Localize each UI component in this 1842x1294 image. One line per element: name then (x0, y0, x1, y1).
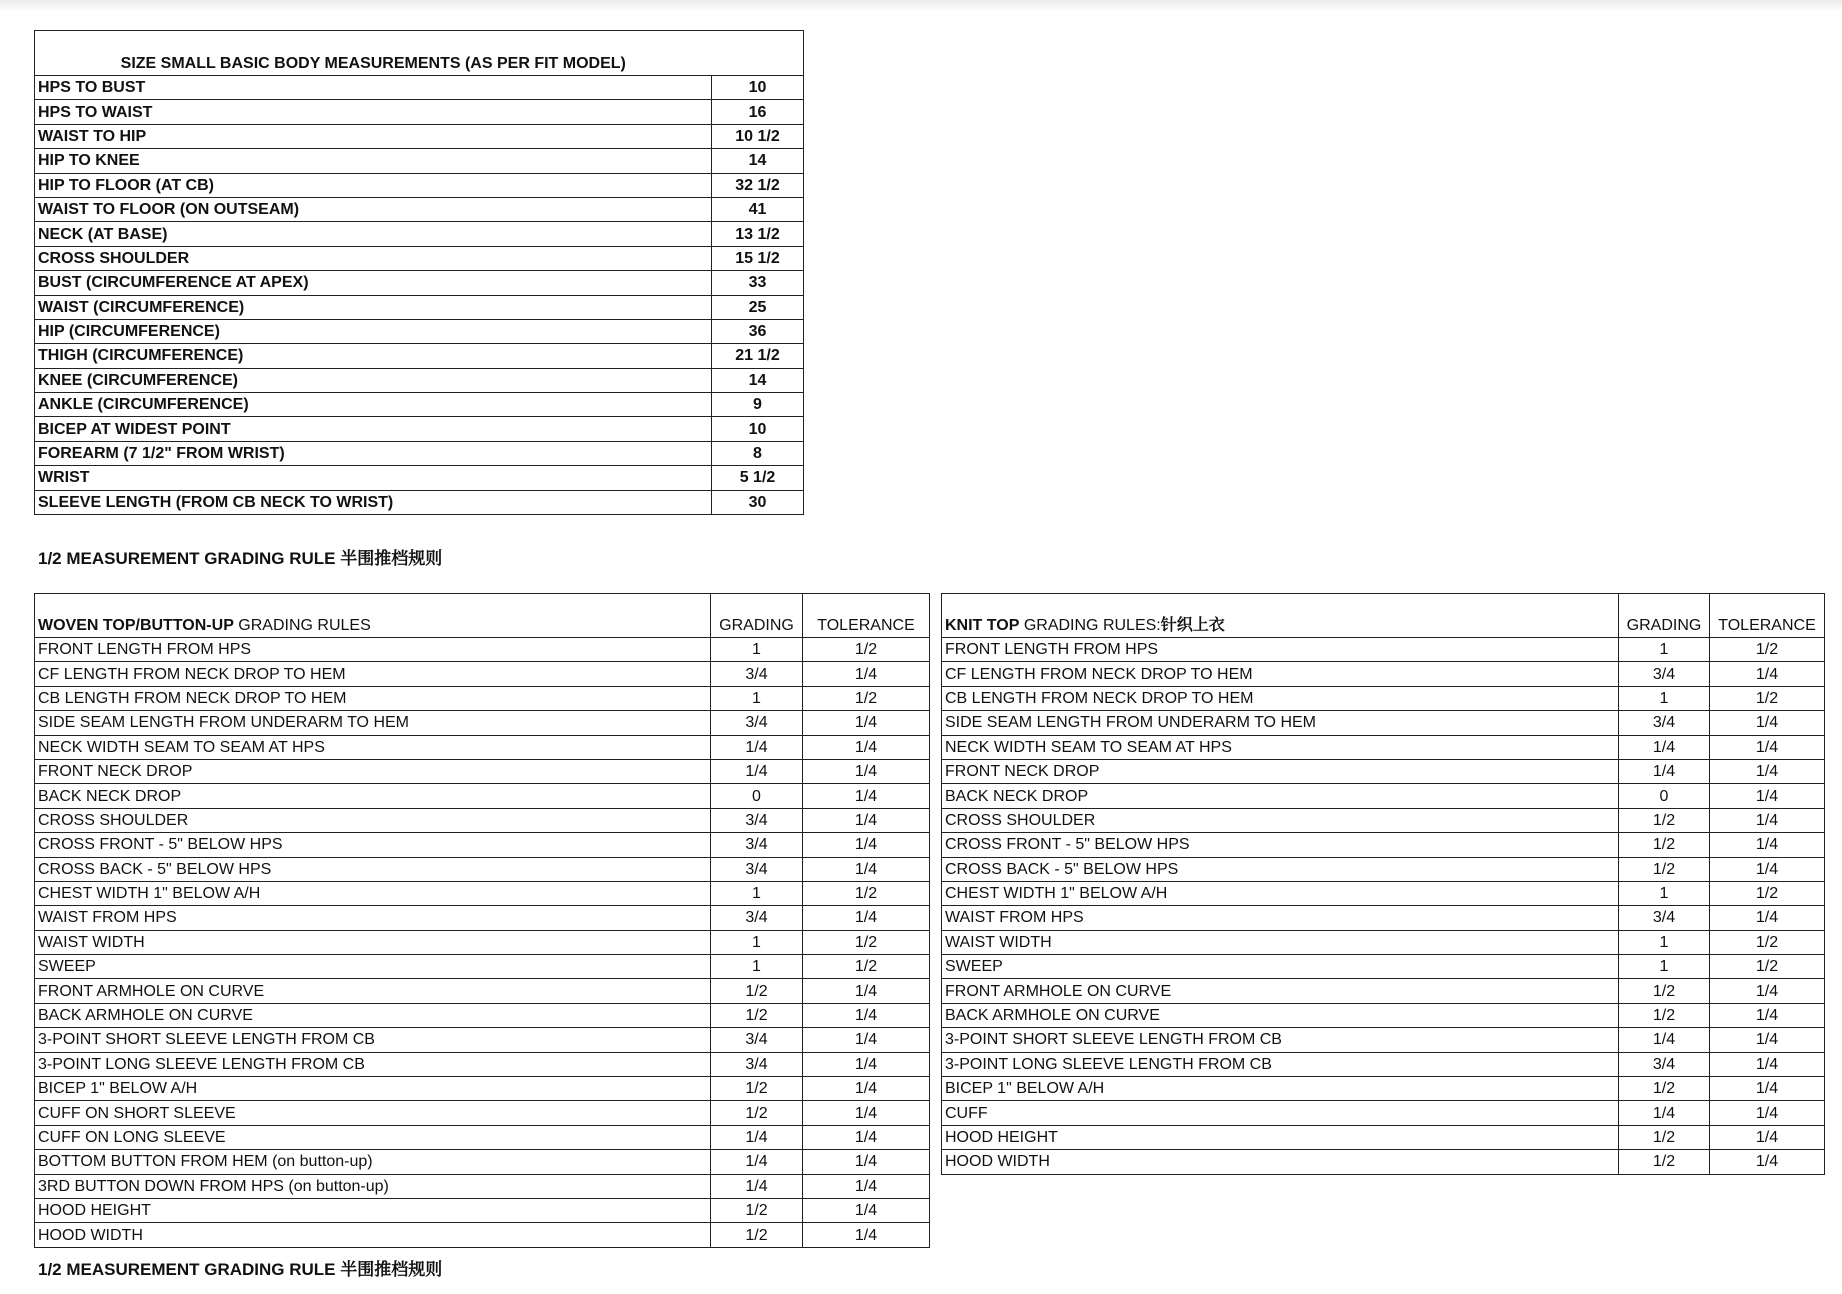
tolerance-value: 1/2 (803, 638, 930, 662)
tolerance-value: 1/4 (803, 1077, 930, 1101)
table-row (942, 662, 1825, 686)
table-row (942, 686, 1825, 710)
grading-point-label: CROSS FRONT - 5" BELOW HPS (942, 833, 1619, 857)
table-row (942, 711, 1825, 735)
grading-point-label: CF LENGTH FROM NECK DROP TO HEM (35, 662, 711, 686)
grading-point-label: CF LENGTH FROM NECK DROP TO HEM (942, 662, 1619, 686)
grading-point-label: WAIST WIDTH (942, 930, 1619, 954)
grading-point-label: CHEST WIDTH 1" BELOW A/H (942, 881, 1619, 905)
table-row (35, 271, 804, 295)
grading-point-label: BICEP 1" BELOW A/H (35, 1077, 711, 1101)
grading-point-label: BACK NECK DROP (942, 784, 1619, 808)
grading-point-label: SWEEP (942, 955, 1619, 979)
table-row (35, 295, 804, 319)
grading-rule-label-top: 1/2 MEASUREMENT GRADING RULE 半围推档规则 (38, 549, 443, 568)
measurement-label: ANKLE (CIRCUMFERENCE) (35, 393, 712, 417)
tolerance-value: 1/4 (803, 1003, 930, 1027)
knit-title-bold: KNIT TOP (945, 617, 1020, 634)
measurement-label: SLEEVE LENGTH (FROM CB NECK TO WRIST) (35, 490, 712, 514)
grading-value: 1 (1619, 930, 1710, 954)
tolerance-value: 1/2 (1710, 955, 1825, 979)
measurement-value: 9 (712, 393, 804, 417)
woven-tolerance-header: TOLERANCE (803, 594, 930, 638)
tolerance-value: 1/4 (803, 1223, 930, 1247)
measurement-label: HIP TO KNEE (35, 149, 712, 173)
grading-value: 0 (1619, 784, 1710, 808)
grading-point-label: FRONT NECK DROP (942, 759, 1619, 783)
tolerance-value: 1/4 (803, 857, 930, 881)
table-row (35, 222, 804, 246)
body-measurements-title-spacer (712, 31, 804, 76)
measurement-value: 10 (712, 417, 804, 441)
grading-value: 1/2 (1619, 1077, 1710, 1101)
grading-point-label: BACK NECK DROP (35, 784, 711, 808)
grading-point-label: FRONT ARMHOLE ON CURVE (35, 979, 711, 1003)
tolerance-value: 1/4 (1710, 735, 1825, 759)
grading-value: 1 (711, 686, 803, 710)
table-row (35, 466, 804, 490)
grading-value: 3/4 (1619, 1052, 1710, 1076)
grading-point-label: HOOD HEIGHT (35, 1198, 711, 1222)
table-row (35, 417, 804, 441)
table-row (35, 149, 804, 173)
grading-point-label: HOOD WIDTH (35, 1223, 711, 1247)
grading-value: 3/4 (711, 1028, 803, 1052)
woven-title-bold: WOVEN TOP/BUTTON-UP (38, 617, 234, 634)
measurement-value: 8 (712, 441, 804, 465)
knit-tolerance-header: TOLERANCE (1710, 594, 1825, 638)
measurement-value: 14 (712, 368, 804, 392)
grading-value: 1/2 (1619, 1150, 1710, 1174)
table-row (942, 759, 1825, 783)
table-row (35, 1125, 930, 1149)
grading-value: 1/2 (1619, 833, 1710, 857)
grading-point-label: FRONT ARMHOLE ON CURVE (942, 979, 1619, 1003)
table-row (35, 246, 804, 270)
table-row (35, 1028, 930, 1052)
grading-point-label: SWEEP (35, 955, 711, 979)
tolerance-value: 1/4 (803, 735, 930, 759)
woven-grading-header: GRADING (711, 594, 803, 638)
tolerance-value: 1/4 (803, 662, 930, 686)
table-row (35, 319, 804, 343)
table-row (35, 1150, 930, 1174)
window-top-shadow (0, 0, 1842, 12)
grading-value: 1 (1619, 686, 1710, 710)
tolerance-value: 1/4 (1710, 662, 1825, 686)
grading-point-label: CB LENGTH FROM NECK DROP TO HEM (35, 686, 711, 710)
grading-value: 1/2 (711, 1003, 803, 1027)
grading-value: 3/4 (711, 808, 803, 832)
grading-point-label: CROSS BACK - 5" BELOW HPS (35, 857, 711, 881)
tolerance-value: 1/4 (1710, 1028, 1825, 1052)
grading-value: 1/2 (711, 1077, 803, 1101)
grading-value: 1/4 (711, 735, 803, 759)
woven-title (35, 594, 711, 638)
tolerance-value: 1/4 (1710, 906, 1825, 930)
grading-point-label: HOOD WIDTH (942, 1150, 1619, 1174)
woven-header-row (35, 594, 930, 638)
measurement-label: NECK (AT BASE) (35, 222, 712, 246)
tolerance-value: 1/4 (803, 808, 930, 832)
tolerance-value: 1/4 (1710, 1052, 1825, 1076)
grading-value: 1/2 (711, 1223, 803, 1247)
grading-value: 1 (711, 638, 803, 662)
grading-value: 0 (711, 784, 803, 808)
tolerance-value: 1/4 (1710, 857, 1825, 881)
tolerance-value: 1/4 (803, 1052, 930, 1076)
measurement-value: 10 (712, 76, 804, 100)
grading-rule-label-bottom: 1/2 MEASUREMENT GRADING RULE 半围推档规则 (38, 1260, 443, 1279)
table-row (35, 735, 930, 759)
table-row (942, 979, 1825, 1003)
grading-value: 1/2 (1619, 1125, 1710, 1149)
table-row (35, 979, 930, 1003)
grading-value: 1/4 (1619, 1028, 1710, 1052)
table-row (35, 1003, 930, 1027)
tolerance-value: 1/4 (803, 784, 930, 808)
knit-title-rest: GRADING RULES: (1019, 617, 1161, 634)
tolerance-value: 1/4 (1710, 1077, 1825, 1101)
grading-point-label: CROSS SHOULDER (35, 808, 711, 832)
measurement-value: 30 (712, 490, 804, 514)
measurement-label: WAIST TO FLOOR (ON OUTSEAM) (35, 197, 712, 221)
grading-value: 3/4 (711, 1052, 803, 1076)
grading-value: 1/2 (1619, 979, 1710, 1003)
grading-value: 3/4 (1619, 906, 1710, 930)
table-row (942, 930, 1825, 954)
grading-value: 1 (711, 881, 803, 905)
table-row (35, 1052, 930, 1076)
tolerance-value: 1/2 (803, 881, 930, 905)
table-row (942, 1052, 1825, 1076)
grading-point-label: 3-POINT LONG SLEEVE LENGTH FROM CB (35, 1052, 711, 1076)
tolerance-value: 1/2 (803, 955, 930, 979)
table-row (35, 1077, 930, 1101)
grading-point-label: FRONT LENGTH FROM HPS (35, 638, 711, 662)
grading-point-label: 3-POINT SHORT SLEEVE LENGTH FROM CB (942, 1028, 1619, 1052)
table-row (942, 1003, 1825, 1027)
table-row (35, 784, 930, 808)
body-measurements-title-row (35, 31, 804, 76)
grading-value: 1 (1619, 955, 1710, 979)
table-row (35, 662, 930, 686)
knit-header-row (942, 594, 1825, 638)
grading-value: 3/4 (711, 833, 803, 857)
table-row (35, 930, 930, 954)
tolerance-value: 1/4 (1710, 1150, 1825, 1174)
grading-point-label: BOTTOM BUTTON FROM HEM (on button-up) (35, 1150, 711, 1174)
tolerance-value: 1/4 (1710, 1101, 1825, 1125)
table-row (942, 1125, 1825, 1149)
grading-point-label: WAIST WIDTH (35, 930, 711, 954)
table-row (35, 881, 930, 905)
grading-value: 3/4 (711, 711, 803, 735)
table-row (35, 711, 930, 735)
measurement-value: 15 1/2 (712, 246, 804, 270)
measurement-value: 25 (712, 295, 804, 319)
measurement-value: 21 1/2 (712, 344, 804, 368)
grading-value: 1/2 (711, 979, 803, 1003)
table-row (35, 1174, 930, 1198)
table-row (35, 955, 930, 979)
grading-value: 1/4 (1619, 735, 1710, 759)
tolerance-value: 1/4 (803, 1125, 930, 1149)
table-row (35, 833, 930, 857)
table-row (35, 1198, 930, 1222)
grading-point-label: FRONT NECK DROP (35, 759, 711, 783)
tolerance-value: 1/4 (803, 711, 930, 735)
tolerance-value: 1/4 (1710, 808, 1825, 832)
table-row (942, 735, 1825, 759)
body-measurements-table (34, 30, 804, 515)
grading-value: 1 (711, 955, 803, 979)
table-row (35, 686, 930, 710)
tolerance-value: 1/4 (803, 1198, 930, 1222)
measurement-value: 33 (712, 271, 804, 295)
grading-point-label: CUFF ON LONG SLEEVE (35, 1125, 711, 1149)
measurement-value: 13 1/2 (712, 222, 804, 246)
tolerance-value: 1/4 (803, 1174, 930, 1198)
measurement-label: BUST (CIRCUMFERENCE AT APEX) (35, 271, 712, 295)
measurement-label: HIP (CIRCUMFERENCE) (35, 319, 712, 343)
grading-value: 1/4 (1619, 1101, 1710, 1125)
knit-grading-table (941, 593, 1825, 1175)
grading-point-label: CB LENGTH FROM NECK DROP TO HEM (942, 686, 1619, 710)
table-row (942, 784, 1825, 808)
woven-title-rest: GRADING RULES (233, 617, 371, 634)
measurement-label: KNEE (CIRCUMFERENCE) (35, 368, 712, 392)
table-row (942, 833, 1825, 857)
measurement-label: WAIST (CIRCUMFERENCE) (35, 295, 712, 319)
woven-grading-table (34, 593, 930, 1248)
tolerance-value: 1/4 (803, 1101, 930, 1125)
grading-value: 1/2 (711, 1198, 803, 1222)
measurement-label: HPS TO BUST (35, 76, 712, 100)
table-row (942, 955, 1825, 979)
table-row (942, 1150, 1825, 1174)
table-row (35, 100, 804, 124)
tolerance-value: 1/4 (1710, 711, 1825, 735)
body-measurements-title: SIZE SMALL BASIC BODY MEASUREMENTS (AS PER FIT MODEL) (35, 31, 712, 76)
table-row (35, 1101, 930, 1125)
measurement-label: CROSS SHOULDER (35, 246, 712, 270)
tolerance-value: 1/2 (803, 930, 930, 954)
table-row (942, 638, 1825, 662)
grading-point-label: HOOD HEIGHT (942, 1125, 1619, 1149)
measurement-label: BICEP AT WIDEST POINT (35, 417, 712, 441)
grading-point-label: FRONT LENGTH FROM HPS (942, 638, 1619, 662)
grading-value: 3/4 (1619, 711, 1710, 735)
grading-point-label: SIDE SEAM LENGTH FROM UNDERARM TO HEM (942, 711, 1619, 735)
measurement-value: 41 (712, 197, 804, 221)
knit-title (942, 594, 1619, 638)
grading-point-label: BACK ARMHOLE ON CURVE (35, 1003, 711, 1027)
table-row (35, 490, 804, 514)
grading-value: 1/2 (1619, 857, 1710, 881)
measurement-value: 32 1/2 (712, 173, 804, 197)
knit-title-cn: 针织上衣 (1160, 617, 1225, 634)
tolerance-value: 1/2 (803, 686, 930, 710)
table-row (942, 881, 1825, 905)
tolerance-value: 1/4 (803, 979, 930, 1003)
tolerance-value: 1/2 (1710, 686, 1825, 710)
table-row (35, 441, 804, 465)
table-row (35, 638, 930, 662)
tolerance-value: 1/4 (803, 833, 930, 857)
table-row (35, 76, 804, 100)
grading-point-label: WAIST FROM HPS (942, 906, 1619, 930)
grading-value: 1/2 (1619, 808, 1710, 832)
measurement-label: THIGH (CIRCUMFERENCE) (35, 344, 712, 368)
grading-point-label: NECK WIDTH SEAM TO SEAM AT HPS (35, 735, 711, 759)
table-row (942, 1028, 1825, 1052)
grading-value: 1/2 (1619, 1003, 1710, 1027)
tolerance-value: 1/4 (1710, 1003, 1825, 1027)
grading-value: 1/4 (711, 759, 803, 783)
grading-point-label: CUFF (942, 1101, 1619, 1125)
table-row (35, 197, 804, 221)
table-row (35, 808, 930, 832)
grading-point-label: CROSS FRONT - 5" BELOW HPS (35, 833, 711, 857)
table-row (942, 808, 1825, 832)
table-row (35, 1223, 930, 1247)
tolerance-value: 1/2 (1710, 638, 1825, 662)
grading-point-label: 3-POINT SHORT SLEEVE LENGTH FROM CB (35, 1028, 711, 1052)
tolerance-value: 1/4 (1710, 1125, 1825, 1149)
table-row (942, 1077, 1825, 1101)
grading-value: 3/4 (711, 857, 803, 881)
grading-point-label: CROSS SHOULDER (942, 808, 1619, 832)
table-row (35, 124, 804, 148)
measurement-value: 5 1/2 (712, 466, 804, 490)
grading-value: 1/4 (711, 1150, 803, 1174)
grading-point-label: 3RD BUTTON DOWN FROM HPS (on button-up) (35, 1174, 711, 1198)
table-row (35, 759, 930, 783)
table-row (35, 344, 804, 368)
grading-point-label: SIDE SEAM LENGTH FROM UNDERARM TO HEM (35, 711, 711, 735)
table-row (35, 857, 930, 881)
grading-value: 1/2 (711, 1101, 803, 1125)
table-row (942, 906, 1825, 930)
tolerance-value: 1/4 (1710, 979, 1825, 1003)
measurement-label: FOREARM (7 1/2" FROM WRIST) (35, 441, 712, 465)
grading-point-label: NECK WIDTH SEAM TO SEAM AT HPS (942, 735, 1619, 759)
grading-point-label: CHEST WIDTH 1" BELOW A/H (35, 881, 711, 905)
table-row (942, 857, 1825, 881)
knit-grading-header: GRADING (1619, 594, 1710, 638)
tolerance-value: 1/4 (803, 1028, 930, 1052)
measurement-value: 14 (712, 149, 804, 173)
tolerance-value: 1/2 (1710, 930, 1825, 954)
measurement-label: HPS TO WAIST (35, 100, 712, 124)
measurement-label: WRIST (35, 466, 712, 490)
grading-point-label: 3-POINT LONG SLEEVE LENGTH FROM CB (942, 1052, 1619, 1076)
measurement-value: 10 1/2 (712, 124, 804, 148)
grading-point-label: CUFF ON SHORT SLEEVE (35, 1101, 711, 1125)
grading-value: 1 (1619, 638, 1710, 662)
tolerance-value: 1/4 (803, 759, 930, 783)
grading-point-label: CROSS BACK - 5" BELOW HPS (942, 857, 1619, 881)
grading-value: 3/4 (1619, 662, 1710, 686)
grading-value: 3/4 (711, 906, 803, 930)
tolerance-value: 1/4 (1710, 784, 1825, 808)
measurement-label: WAIST TO HIP (35, 124, 712, 148)
tolerance-value: 1/4 (1710, 759, 1825, 783)
grading-point-label: BACK ARMHOLE ON CURVE (942, 1003, 1619, 1027)
grading-value: 1 (1619, 881, 1710, 905)
grading-value: 1 (711, 930, 803, 954)
grading-value: 3/4 (711, 662, 803, 686)
grading-point-label: BICEP 1" BELOW A/H (942, 1077, 1619, 1101)
table-row (35, 173, 804, 197)
measurement-label: HIP TO FLOOR (AT CB) (35, 173, 712, 197)
tolerance-value: 1/2 (1710, 881, 1825, 905)
grading-value: 1/4 (711, 1125, 803, 1149)
grading-value: 1/4 (711, 1174, 803, 1198)
measurement-value: 36 (712, 319, 804, 343)
table-row (35, 368, 804, 392)
tolerance-value: 1/4 (1710, 833, 1825, 857)
tolerance-value: 1/4 (803, 1150, 930, 1174)
grading-point-label: WAIST FROM HPS (35, 906, 711, 930)
grading-value: 1/4 (1619, 759, 1710, 783)
table-row (35, 393, 804, 417)
tolerance-value: 1/4 (803, 906, 930, 930)
table-row (35, 906, 930, 930)
table-row (942, 1101, 1825, 1125)
measurement-value: 16 (712, 100, 804, 124)
